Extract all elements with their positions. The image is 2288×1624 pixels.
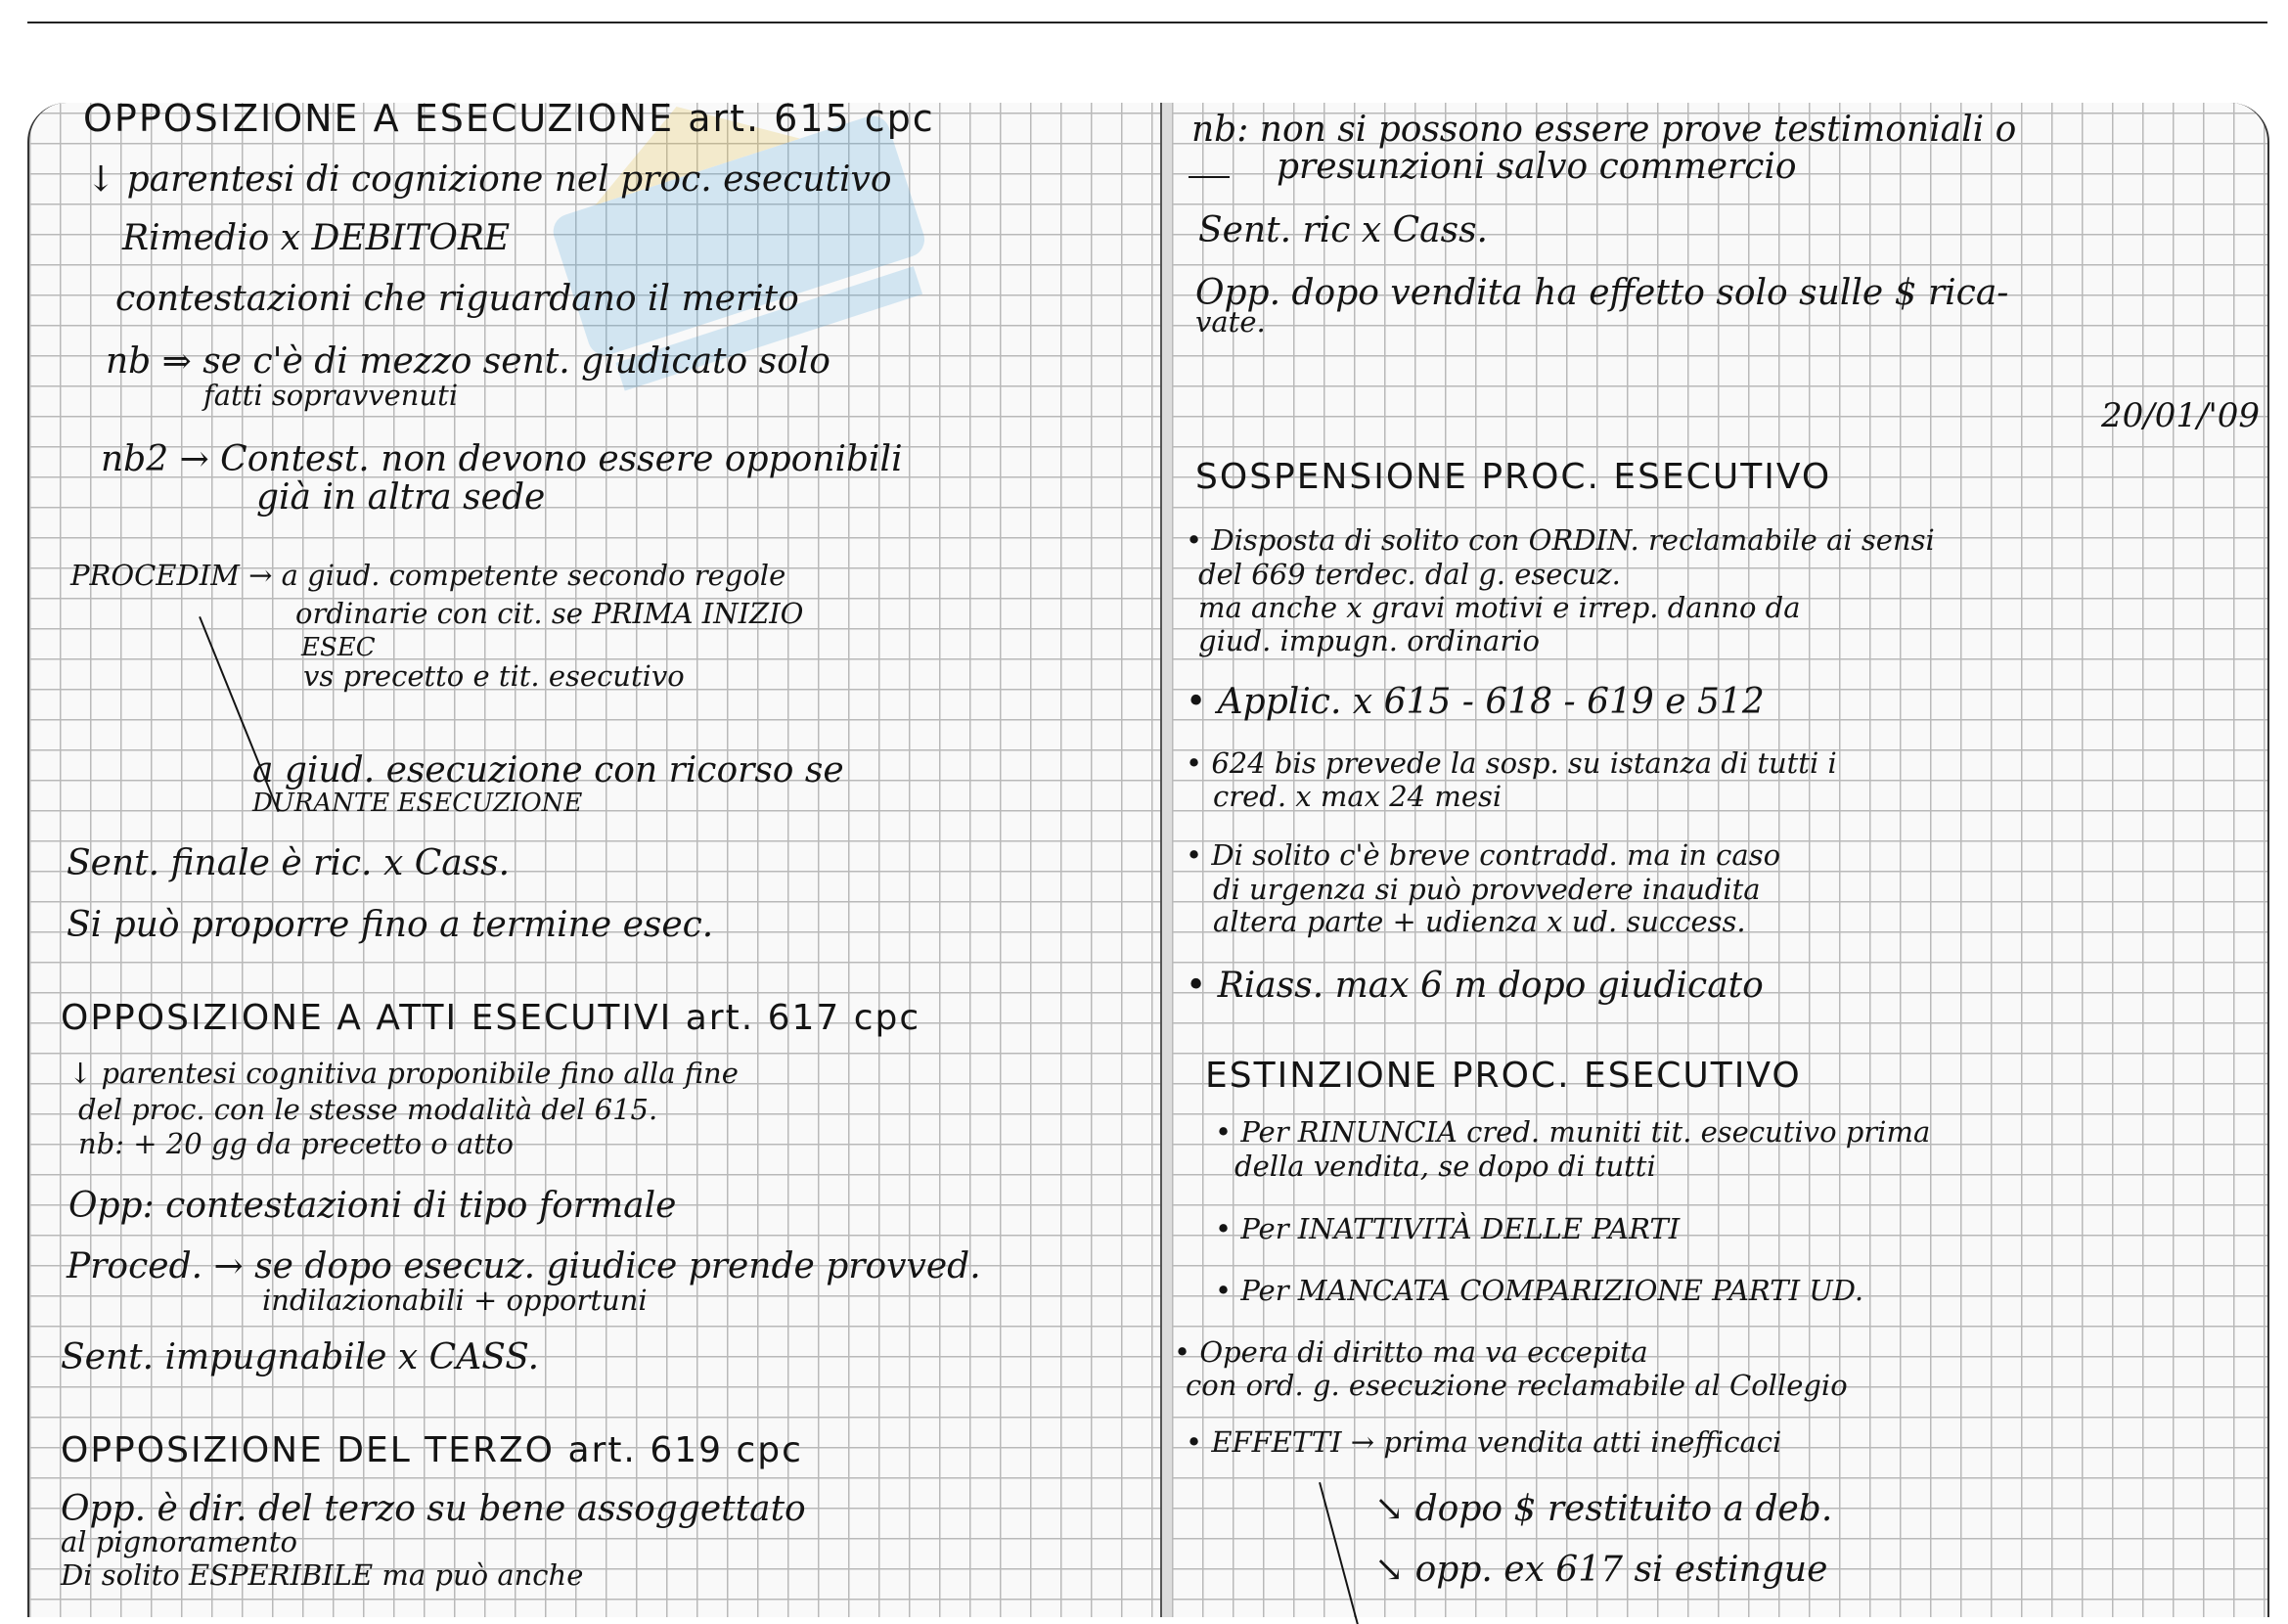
handwritten-line: Si può proporre fino a termine esec.: [67, 905, 714, 945]
handwritten-line: Opp: contestazioni di tipo formale: [68, 1186, 677, 1226]
handwritten-line: • 624 bis prevede la sosp. su istanza di tutti i: [1186, 746, 1837, 780]
handwritten-line: • Disposta di solito con ORDIN. reclamabile ai sensi: [1186, 523, 1935, 557]
handwritten-line: • Di solito c'è breve contradd. ma in caso: [1186, 838, 1781, 872]
handwritten-line: di urgenza si può provvedere inaudita: [1213, 873, 1761, 906]
handwritten-line: Sent. ric x Cass.: [1198, 210, 1488, 250]
handwritten-line: OPPOSIZIONE A ATTI ESECUTIVI art. 617 cpc: [61, 998, 921, 1038]
handwritten-line: della vendita, se dopo di tutti: [1234, 1150, 1656, 1183]
handwritten-line: nb ⇒ se c'è di mezzo sent. giudicato solo: [106, 341, 830, 382]
handwritten-line: • Opera di diritto ma va eccepita: [1174, 1335, 1648, 1369]
handwritten-line: fatti sopravvenuti: [203, 379, 459, 412]
handwritten-line: vs precetto e tit. esecutivo: [303, 659, 685, 693]
handwritten-line: ESTINZIONE PROC. ESECUTIVO: [1205, 1056, 1802, 1096]
handwritten-line: • Riass. max 6 m dopo giudicato: [1186, 966, 1764, 1006]
handwritten-line: • EFFETTI → prima vendita atti inefficaci: [1186, 1425, 1782, 1459]
handwritten-line: già in altra sede: [256, 477, 546, 518]
handwritten-line: Sent. finale è ric. x Cass.: [67, 843, 511, 883]
handwritten-line: ordinarie con cit. se PRIMA INIZIO: [295, 597, 804, 630]
handwritten-line: PROCEDIM → a giud. competente secondo regole: [70, 559, 786, 592]
handwritten-line: Rimedio x DEBITORE: [122, 218, 511, 258]
handwritten-line: OPPOSIZIONE DEL TERZO art. 619 cpc: [61, 1430, 803, 1470]
handwritten-line: ↘ opp. ex 617 si estingue: [1374, 1550, 1828, 1590]
handwritten-line: nb2 → Contest. non devono essere opponibili: [101, 439, 903, 479]
underline-mark: [1189, 176, 1230, 178]
handwritten-line: Opp. è dir. del terzo su bene assoggettato: [61, 1489, 806, 1529]
top-edge: [27, 22, 2267, 23]
handwritten-line: ↘ dopo $ restituito a deb.: [1374, 1489, 1833, 1529]
handwritten-line: al pignoramento: [61, 1525, 297, 1558]
handwritten-line: • Per RINUNCIA cred. muniti tit. esecutivo prima: [1215, 1115, 1931, 1149]
handwritten-line: a giud. esecuzione con ricorso se: [252, 750, 844, 790]
handwritten-line: • Per INATTIVITÀ DELLE PARTI: [1215, 1212, 1681, 1245]
handwritten-line: ↓ parentesi di cognizione nel proc. esecutivo: [86, 159, 892, 200]
handwritten-line: OPPOSIZIONE A ESECUZIONE art. 615 cpc: [83, 97, 935, 140]
handwritten-line: • Applic. x 615 - 618 - 619 e 512: [1186, 682, 1765, 722]
handwritten-line: ↓ parentesi cognitiva proponibile fino alla fine: [68, 1057, 739, 1090]
handwritten-line: indilazionabili + opportuni: [262, 1284, 648, 1317]
handwritten-line: giud. impugn. ordinario: [1198, 624, 1540, 657]
handwritten-line: Opp. dopo vendita ha effetto solo sulle $ rica-: [1195, 273, 2009, 313]
handwritten-line: nb: + 20 gg da precetto o atto: [78, 1127, 514, 1160]
handwritten-line: altera parte + udienza x ud. success.: [1213, 905, 1746, 938]
handwritten-line: del proc. con le stesse modalità del 615.: [78, 1093, 658, 1126]
handwritten-line: con ord. g. esecuzione reclamabile al Collegio: [1186, 1369, 1848, 1402]
handwritten-line: DURANTE ESECUZIONE: [252, 789, 583, 818]
handwritten-line: Di solito ESPERIBILE ma può anche: [61, 1558, 584, 1592]
handwritten-line: contestazioni che riguardano il merito: [115, 279, 799, 319]
handwritten-line: cred. x max 24 mesi: [1213, 780, 1503, 813]
handwritten-line: 20/01/'09: [2101, 396, 2261, 435]
handwritten-line: ma anche x gravi motivi e irrep. danno da: [1198, 591, 1801, 624]
handwritten-line: del 669 terdec. dal g. esecuz.: [1198, 558, 1621, 591]
handwritten-line: Proced. → se dopo esecuz. giudice prende provved.: [67, 1246, 981, 1286]
handwritten-line: SOSPENSIONE PROC. ESECUTIVO: [1195, 457, 1832, 497]
handwritten-line: nb: non si possono essere prove testimoniali o: [1191, 110, 2017, 150]
handwritten-line: ESEC: [301, 633, 376, 662]
handwritten-line: • Per MANCATA COMPARIZIONE PARTI UD.: [1215, 1274, 1864, 1307]
handwritten-line: vate.: [1195, 305, 1266, 338]
handwritten-line: Sent. impugnabile x CASS.: [61, 1337, 540, 1377]
handwritten-line: presunzioni salvo commercio: [1277, 147, 1797, 187]
